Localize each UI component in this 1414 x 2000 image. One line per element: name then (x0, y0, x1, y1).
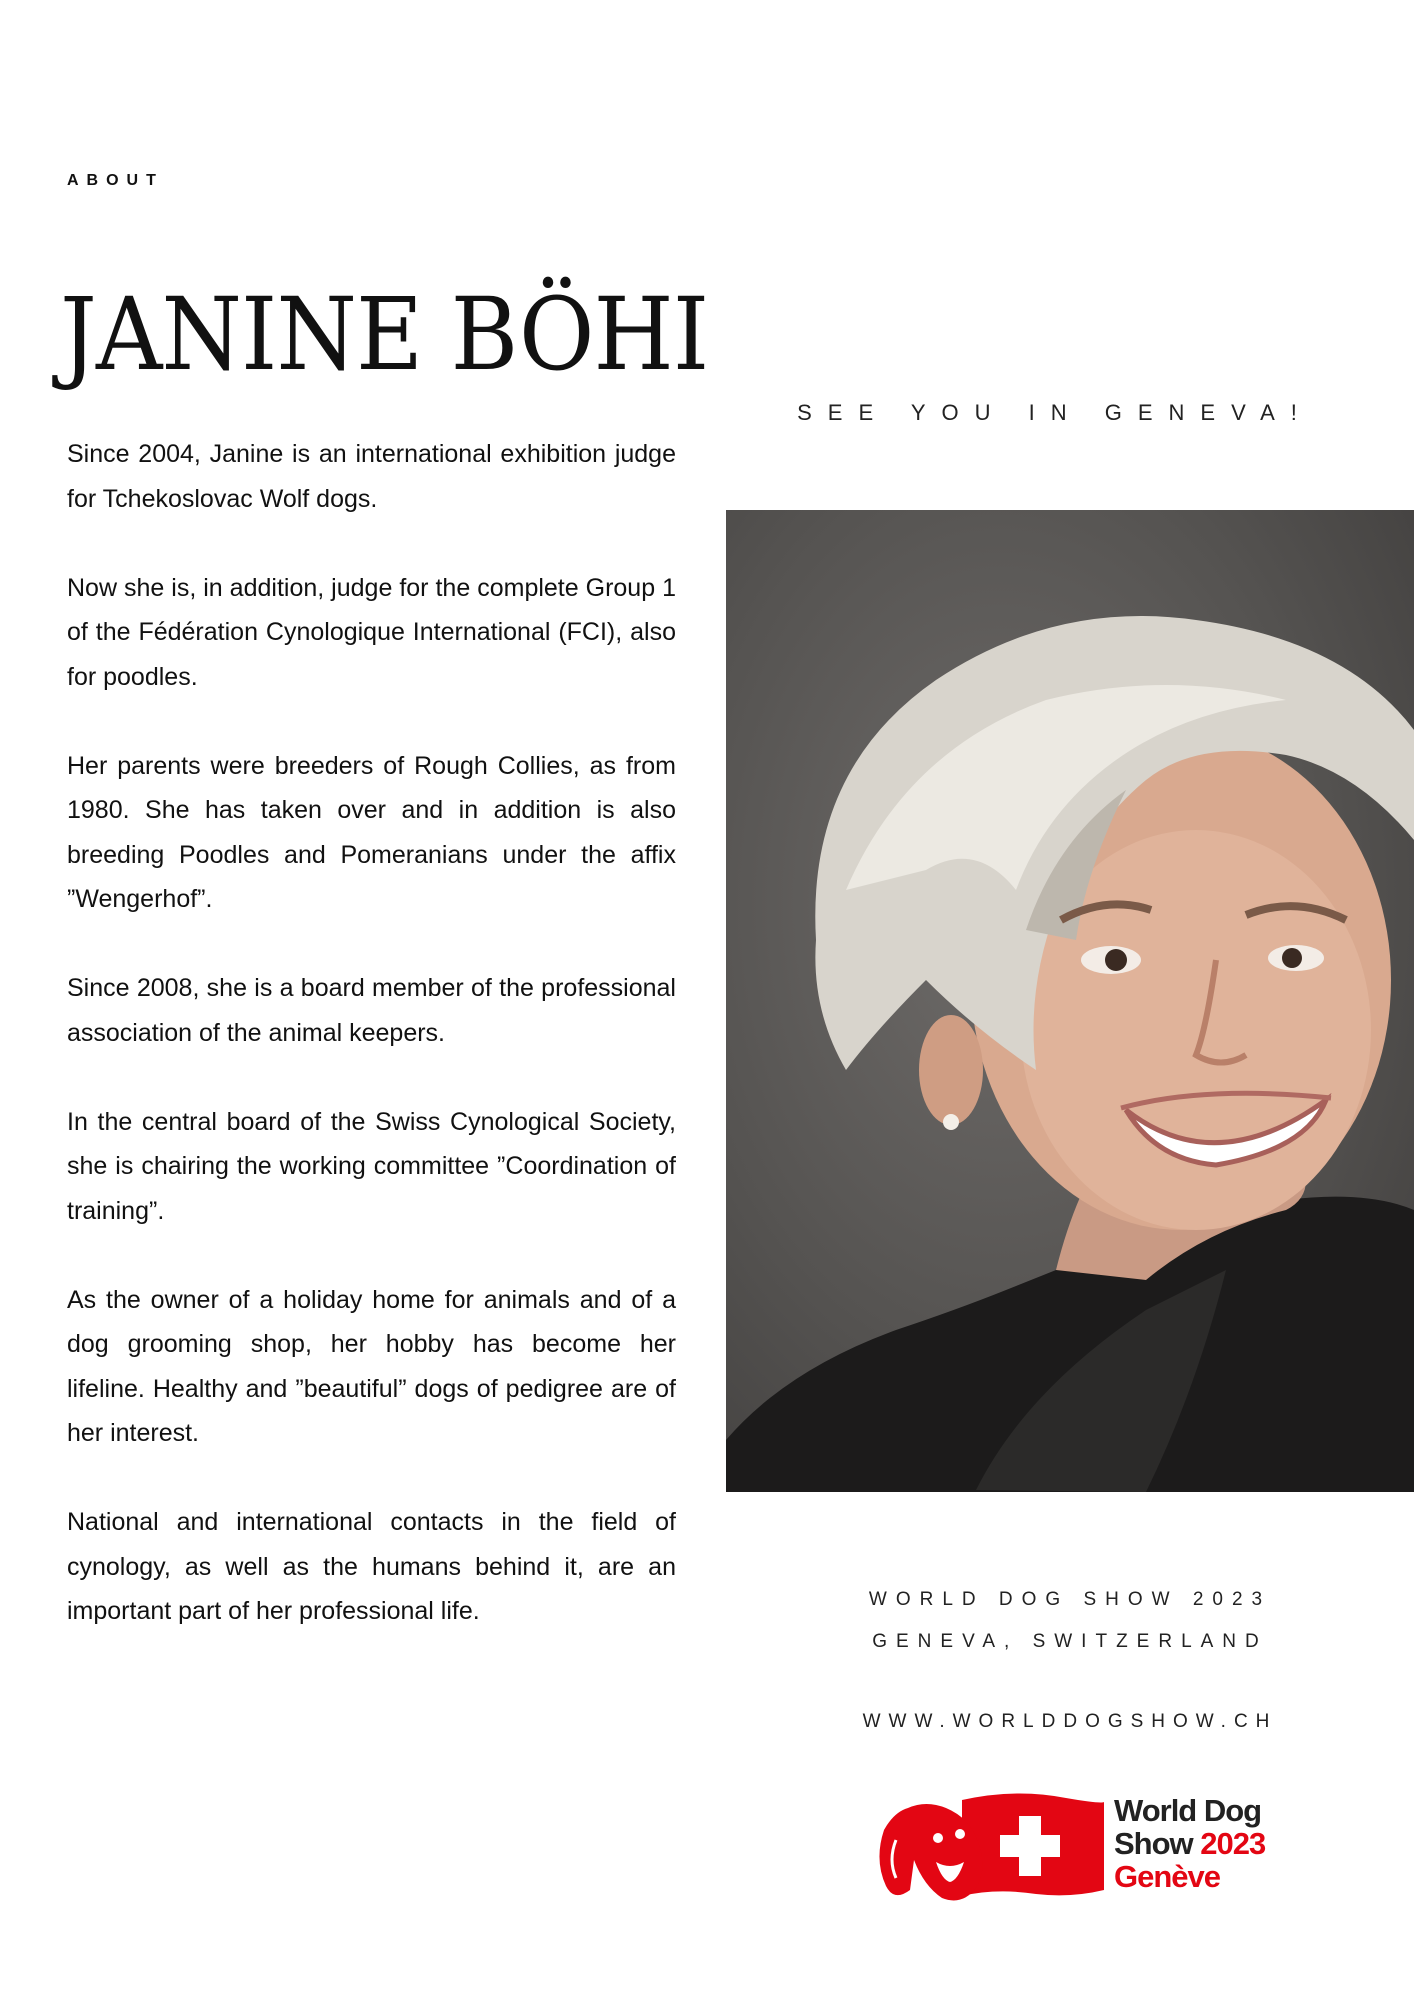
logo-line-2-word: Show (1114, 1826, 1201, 1861)
portrait-photo (726, 510, 1414, 1492)
bio-paragraph: Since 2004, Janine is an international exhibition judge for Tchekoslovac Wolf dogs. (67, 440, 676, 513)
logo-wordmark (1114, 1794, 1265, 1893)
biography (67, 432, 676, 1678)
bio-paragraph: Her parents were breeders of Rough Collies, as from 1980. She has taken over and in addition is also breeding Poodles and Pomeranians under the affix ”Wengerhof”. (67, 751, 676, 913)
logo-line-2 (1114, 1827, 1265, 1860)
page-title: JANINE BÖHI (60, 276, 709, 393)
bio-paragraph: Now she is, in addition, judge for the complete Group 1 of the Fédération Cynologique International (FCI), also for poodles. (67, 573, 676, 691)
logo-line-1: World Dog (1114, 1793, 1262, 1828)
section-eyebrow: ABOUT (67, 172, 164, 189)
bio-paragraph: National and international contacts in the field of cynology, as well as the humans behind it, are an important part of her professional life. (67, 1508, 676, 1625)
website-link[interactable]: WWW.WORLDDOGSHOW.CH (862, 1711, 1278, 1732)
bio-paragraph: Since 2008, she is a board member of the professional association of the animal keepers. (67, 974, 676, 1047)
bio-paragraph: In the central board of the Swiss Cynological Society, she is chairing the working committee ”Coordination of training”. (67, 1107, 676, 1225)
event-location: GENEVA, SWITZERLAND (872, 1631, 1268, 1652)
logo-city: Genève (1114, 1859, 1221, 1894)
logo-year: 2023 (1200, 1826, 1266, 1861)
bio-paragraph: As the owner of a holiday home for animals and of a dog grooming shop, her hobby has become her lifeline. Healthy and ”beautiful” dogs of pedigree are of her interest. (67, 1285, 676, 1447)
event-name: WORLD DOG SHOW 2023 (868, 1589, 1272, 1610)
tagline: SEE YOU IN GENEVA! (797, 400, 1313, 425)
portrait-illustration (726, 510, 1414, 1492)
